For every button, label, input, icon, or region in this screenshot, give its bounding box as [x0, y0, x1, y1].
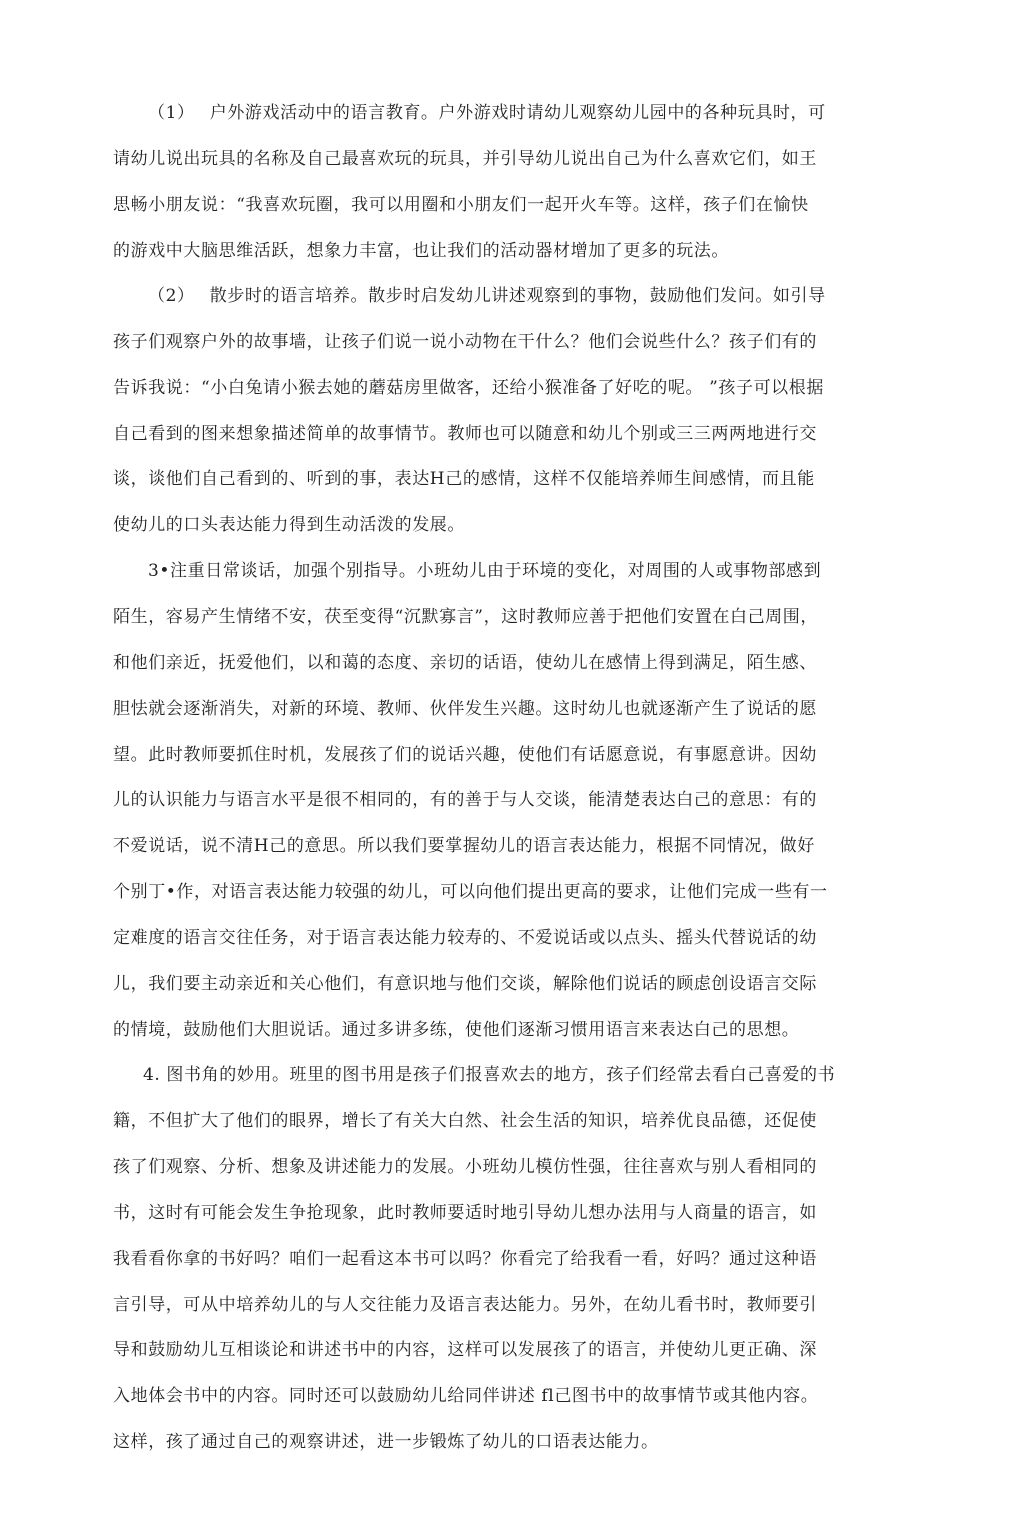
text-line: （1） 户外游戏活动中的语言教育。户外游戏时请幼儿观察幼儿园中的各种玩具时，可: [148, 103, 826, 123]
text-line: 儿的认识能力与语言水平是很不相同的，有的善于与人交谈，能清楚表达白己的意思：有的: [113, 790, 817, 810]
text-line: 思畅小朋友说：“我喜欢玩圈，我可以用圈和小朋友们一起开火车等。这样，孩子们在愉快: [113, 195, 809, 215]
text-line: 使幼儿的口头表达能力得到生动活泼的发展。: [113, 515, 465, 535]
text-line: 谈，谈他们自己看到的、听到的事，表达H己的感情，这样不仅能培养师生间感情，而且能: [113, 469, 815, 489]
text-line: 望。此时教师要抓住时机，发展孩了们的说话兴趣，使他们有话愿意说，有事愿意讲。因幼: [113, 745, 817, 765]
text-line: 4. 图书角的妙用。班里的图书用是孩子们报喜欢去的地方，孩子们经常去看白己喜爱的书: [143, 1065, 836, 1085]
text-line: 孩了们观察、分析、想象及讲述能力的发展。小班幼儿模仿性强，往往喜欢与别人看相同的: [113, 1157, 817, 1177]
text-line: 个别丁•作，对语言表达能力较强的幼儿，可以向他们提出更高的要求，让他们完成一些有一: [113, 882, 828, 902]
text-line: 的情境，鼓励他们大胆说话。通过多讲多练，使他们逐渐习惯用语言来表达白己的思想。: [113, 1020, 800, 1040]
text-line: 不爱说话，说不清H己的意思。所以我们要掌握幼儿的语言表达能力，根据不同情况，做好: [113, 836, 815, 856]
text-line: （2） 散步时的语言培养。散步时启发幼儿讲述观察到的事物，鼓励他们发问。如引导: [148, 286, 826, 306]
text-line: 儿，我们要主动亲近和关心他们，有意识地与他们交谈，解除他们说话的顾虑创设语言交际: [113, 974, 817, 994]
text-line: 书，这时有可能会发生争抢现象，此时教师要适时地引导幼儿想办法用与人商量的语言，如: [113, 1203, 817, 1223]
text-line: 导和鼓励幼儿互相谈论和讲述书中的内容，这样可以发展孩了的语言，并使幼儿更正确、深: [113, 1340, 817, 1360]
text-line: 籍，不但扩大了他们的眼界，增长了有关大白然、社会生活的知识，培养优良品德，还促使: [113, 1111, 817, 1131]
text-line: 入地体会书中的内容。同时还可以鼓励幼儿给同伴讲述 fl己图书中的故事情节或其他内容。: [113, 1386, 819, 1406]
text-line: 和他们亲近，抚爱他们，以和蔼的态度、亲切的话语，使幼儿在感情上得到满足，陌生感、: [113, 653, 817, 673]
text-line: 请幼儿说出玩具的名称及自己最喜欢玩的玩具，并引导幼儿说出自己为什么喜欢它们，如王: [113, 149, 817, 169]
text-line: 孩子们观察户外的故事墙，让孩子们说一说小动物在干什么？他们会说些什么？孩子们有的: [113, 332, 817, 352]
text-line: 言引导，可从中培养幼儿的与人交往能力及语言表达能力。另外，在幼儿看书时，教师要引: [113, 1295, 817, 1315]
text-line: 3•注重日常谈话，加强个别指导。小班幼儿由于环境的变化，对周围的人或事物部感到: [148, 561, 822, 581]
text-line: 陌生，容易产生情绪不安，茯至变得“沉默寡言”，这时教师应善于把他们安置在白己周围，: [113, 607, 818, 627]
text-line: 我看看你拿的书好吗？咱们一起看这本书可以吗？你看完了给我看一看，好吗？通过这种语: [113, 1249, 817, 1269]
text-line: 胆怯就会逐渐消失，对新的环境、教师、伙伴发生兴趣。这时幼儿也就逐渐产生了说话的愿: [113, 699, 817, 719]
text-line: 告诉我说：“小白兔请小猴去她的蘑菇房里做客，还给小猴准备了好吃的呢。 ”孩子可以根据: [113, 378, 824, 398]
text-line: 自己看到的图来想象描述简单的故事情节。教师也可以随意和幼儿个别或三三两两地进行交: [113, 424, 817, 444]
text-line: 的游戏中大脑思维活跃，想象力丰富，也让我们的活动器材增加了更多的玩法。: [113, 241, 729, 261]
text-line: 这样，孩了通过自己的观察讲述，进一步锻炼了幼儿的口语表达能力。: [113, 1432, 659, 1452]
text-line: 定难度的语言交往任务，对于语言表达能力较寿的、不爱说话或以点头、摇头代替说话的幼: [113, 928, 817, 948]
